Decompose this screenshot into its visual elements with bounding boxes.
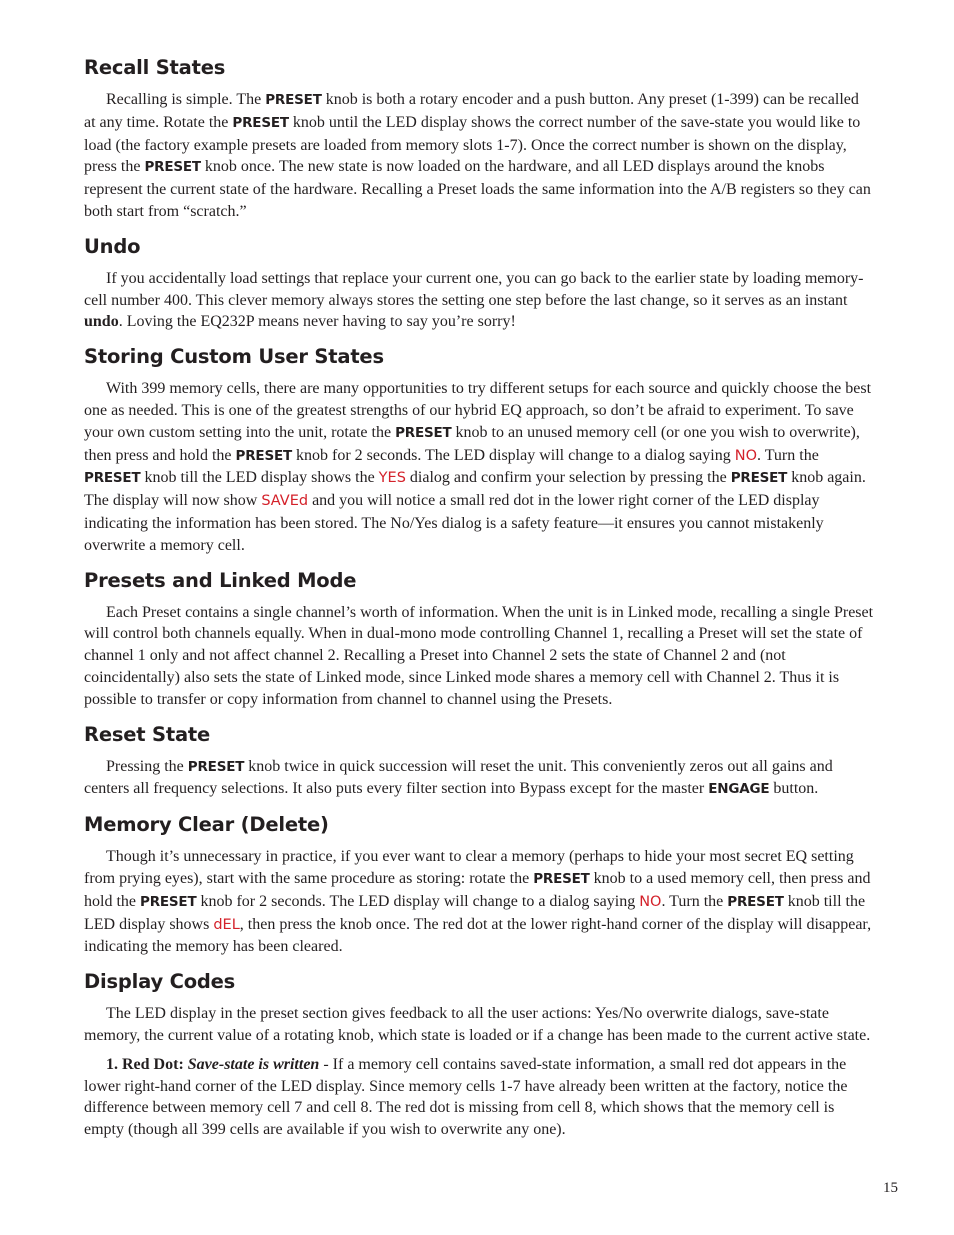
section-heading: Undo — [84, 234, 141, 258]
section-heading: Memory Clear (Delete) — [84, 813, 329, 837]
page-number: 15 — [883, 1180, 898, 1196]
section — [84, 233, 874, 333]
body-paragraph: Recalling is simple. The PRESET knob is both a rotary encoder and a push button. Any preset (1-399) can be recalled at any time. Rotate the PRESET knob until the LED display shows the correct number of the save-state you would like to load (the factory example presets are loaded from memory slots 1-7). Once the correct number is shown on the display, press the PRESET knob once. The new state is now loaded on the hardware, and all LED displays around the knobs represent the current state of the hardware. Recalling a Preset loads the same information into the A/B registers so they can both start from “scratch.” — [84, 91, 871, 220]
body-paragraph: Pressing the PRESET knob twice in quick succession will reset the unit. This conveniently zeros out all gains and centers all frequency selections. It also puts every filter section into Bypass except for the master ENGAGE button. — [84, 757, 833, 798]
control-name: PRESET — [235, 447, 292, 464]
bold-term: undo — [84, 313, 119, 331]
document-body — [84, 54, 874, 1151]
led-readout: SAVEd — [261, 493, 309, 510]
control-name: PRESET — [144, 159, 201, 176]
section-heading: Storing Custom User States — [84, 345, 384, 369]
section — [84, 567, 874, 711]
led-readout: NO — [734, 447, 757, 464]
body-paragraph: 1. Red Dot: Save-state is written - If a memory cell contains saved-state information, a small red dot appears in the lower right-hand corner of the LED display. Since memory cells 1-7 have already been written at the factory, notice the difference between memory cell 7 and cell 8. The red dot is missing from cell 8, which shows that the memory cell is empty (though all 399 cells are available if you wish to overwrite any one). — [84, 1055, 848, 1139]
control-name: PRESET — [232, 114, 289, 131]
control-name: PRESET — [84, 470, 141, 487]
section — [84, 968, 874, 1141]
control-name: PRESET — [730, 470, 788, 487]
control-name: PRESET — [265, 92, 322, 108]
control-name: PRESET — [187, 758, 245, 775]
body-paragraph: Though it’s unnecessary in practice, if you ever want to clear a memory (perhaps to hide your most secret EQ setting from prying eyes), start with the same procedure as storing: rotate the PRESET knob to a used memory cell, then press and hold the PRESET knob for 2 seconds. The LED display will change to a dialog saying NO. Turn the PRESET knob till the LED display shows dEL, then press the knob once. The red dot at the lower right-hand corner of the display will disappear, indicating the memory has been cleared. — [84, 848, 872, 956]
section-heading: Presets and Linked Mode — [84, 568, 357, 592]
section — [84, 54, 874, 223]
led-readout: YES — [378, 470, 406, 487]
section — [84, 343, 874, 556]
body-paragraph: With 399 memory cells, there are many opportunities to try different setups for each source and quickly choose the best one as needed. This is one of the greatest strengths of our hybrid EQ approach, so don’t be afraid to experiment. To save your own custom setting into the unit, rotate the PRESET knob to an unused memory cell (or one you wish to overwrite), then press and hold the PRESET knob for 2 seconds. The LED display will change to a dialog saying NO. Turn the PRESET knob till the LED display shows the YES dialog and confirm your selection by pressing the PRESET knob again. The display will now show SAVEd and you will notice a small red dot in the lower right corner of the LED display indicating the information has been stored. The No/Yes dialog is a safety feature—it ensures you cannot mistakenly overwrite a memory cell. — [84, 380, 872, 554]
bold-term: 1. Red Dot: — [106, 1055, 188, 1073]
section-heading: Reset State — [84, 722, 211, 746]
section-heading: Recall States — [84, 56, 226, 79]
control-name: PRESET — [727, 893, 784, 910]
led-readout: dEL — [213, 916, 240, 933]
control-name: PRESET — [533, 870, 590, 887]
led-readout: NO — [639, 893, 662, 910]
control-name: ENGAGE — [708, 781, 770, 798]
control-name: PRESET — [140, 893, 197, 910]
item-title: Save-state is written — [187, 1055, 320, 1073]
body-paragraph: Each Preset contains a single channel’s worth of information. When the unit is in Linked mode, recalling a single Preset will control both channels equally. When in dual-mono mode controlling Channel 1, recalling a Preset will set the state of channel 1 only and not affect channel 2. Recalling a Preset into Channel 2 sets the state of Channel 2 and (not coincidentally) also sets the state of Linked mode, since Linked mode shares a memory cell with Channel 2. Thus it is possible to transfer or copy information from channel to channel using the Presets. — [84, 603, 874, 708]
control-name: PRESET — [395, 424, 452, 441]
section — [84, 721, 874, 802]
section-heading: Display Codes — [84, 970, 236, 994]
section — [84, 811, 874, 958]
body-paragraph: If you accidentally load settings that replace your current one, you can go back to the earlier state by loading memory-cell number 400. This clever memory always stores the setting one step before the last change, so it serves as an instant undo. Loving the EQ232P means never having to say you’re sorry! — [84, 269, 864, 331]
body-paragraph: The LED display in the preset section gives feedback to all the user actions: Yes/No overwrite dialogs, save-state memory, the current value of a rotating knob, which state is loaded or if a change has been made to the current active state. — [84, 1005, 871, 1044]
